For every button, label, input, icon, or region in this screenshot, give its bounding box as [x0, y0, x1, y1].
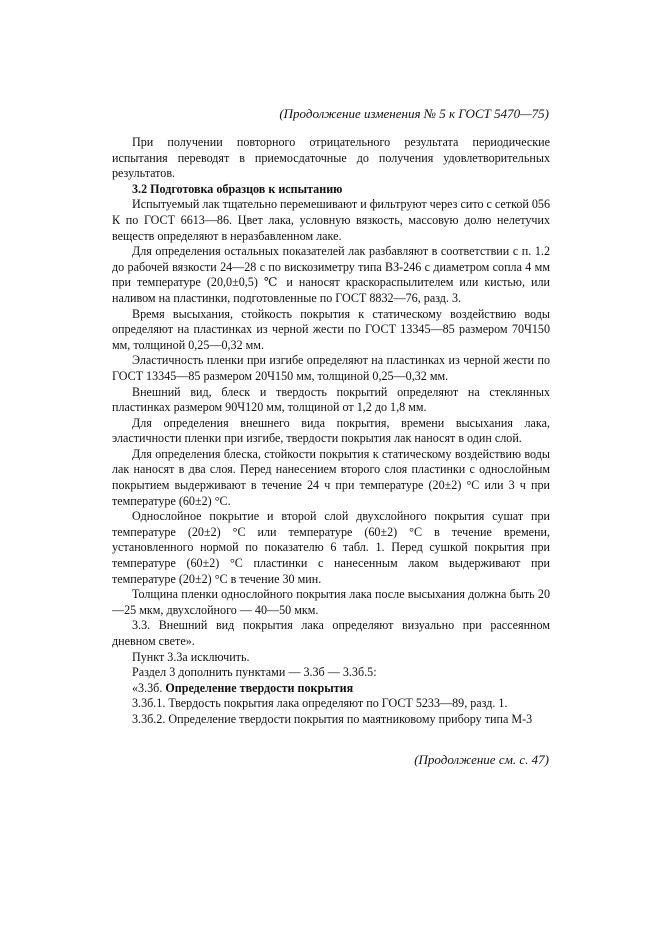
subsection-title: Определение твердости покрытия [165, 680, 354, 695]
subsection-heading [112, 681, 550, 697]
paragraph: Для определения блеска, стойкости покрытия к статическому воздействию воды лак наносят в два слоя. Перед нанесением второго слоя пластинки с однослойным покрытием выдерживают в течение 24 ч при температуре (20±2) °С или 3 ч при температуре (60±2) °С. [112, 446, 550, 508]
paragraph: 3.3. Внешний вид покрытия лака определяют визуально при рассеянном дневном свете». [112, 618, 550, 648]
paragraph: Толщина пленки однослойного покрытия лака после высыхания должна быть 20—25 мкм, двухслойного — 40—50 мкм. [112, 587, 550, 617]
paragraph: Испытуемый лак тщательно перемешивают и фильтруют через сито с сеткой 056 К по ГОСТ 6613—86. Цвет лака, условную вязкость, массовую долю нелетучих веществ определяют в неразбавленном лаке. [112, 197, 551, 243]
paragraph: Эластичность пленки при изгибе определяют на пластинках из черной жести по ГОСТ 13345—85 размером 20Ч150 мм, толщиной 0,25—0,32 мм. [112, 353, 550, 383]
subsection-number: «3.3б. [132, 680, 166, 695]
paragraph: Пункт 3.3а исключить. [132, 649, 250, 664]
continuation-footer: (Продолжение см. с. 47) [414, 752, 549, 767]
paragraph: Для определения внешнего вида покрытия, времени высыхания лака, эластичности пленки при изгибе, твердости покрытия лак наносят в один слой. [112, 415, 550, 446]
paragraph: Однослойное покрытие и второй слой двухслойного покрытия сушат при температуре (20±2) °С или температуре (60±2) °С в течение времени, установленного нормой по показателю 6 табл. 1. Перед сушкой покрытия при температуре (60±2) °С пластинки с нанесенным лаком выдерживают при температуре (20±2) °С в течение 30 мин. [112, 509, 550, 586]
paragraph: 3.3б.1. Твердость покрытия лака определяют по ГОСТ 5233—89, разд. 1. [132, 696, 508, 711]
paragraph: При получении повторного отрицательного результата периодические испытания переводят в приемосдаточные до получения удовлетворительных результатов. [112, 135, 550, 181]
section-heading: 3.2 Подготовка образцов к испытанию [132, 181, 343, 196]
continuation-header: (Продолжение изменения № 5 к ГОСТ 5470—75) [279, 106, 549, 121]
paragraph: 3.3б.2. Определение твердости покрытия по маятниковому прибору типа М-3 [132, 711, 533, 726]
paragraph: Для определения остальных показателей лак разбавляют в соответствии с п. 1.2 до рабочей вязкости 24—28 с по вискозиметру типа ВЗ-246 с диаметром сопла 4 мм при температуре (20,0±0,5) ℃ и наносят краскораспылителем или кистью, или наливом на пластинки, подготовленные по ГОСТ 8832—76, разд. 3. [112, 244, 550, 305]
body-text [112, 135, 550, 728]
paragraph: Раздел 3 дополнить пунктами — 3.3б — 3.3б.5: [132, 665, 377, 680]
paragraph: Время высыхания, стойкость покрытия к статическому воздействию воды определяют на пластинках из черной жести по ГОСТ 13345—85 размером 70Ч150 мм, толщиной 0,25—0,32 мм. [112, 306, 550, 352]
paragraph: Внешний вид, блеск и твердость покрытий определяют на стеклянных пластинках размером 90Ч120 мм, толщиной от 1,2 до 1,8 мм. [112, 384, 550, 415]
